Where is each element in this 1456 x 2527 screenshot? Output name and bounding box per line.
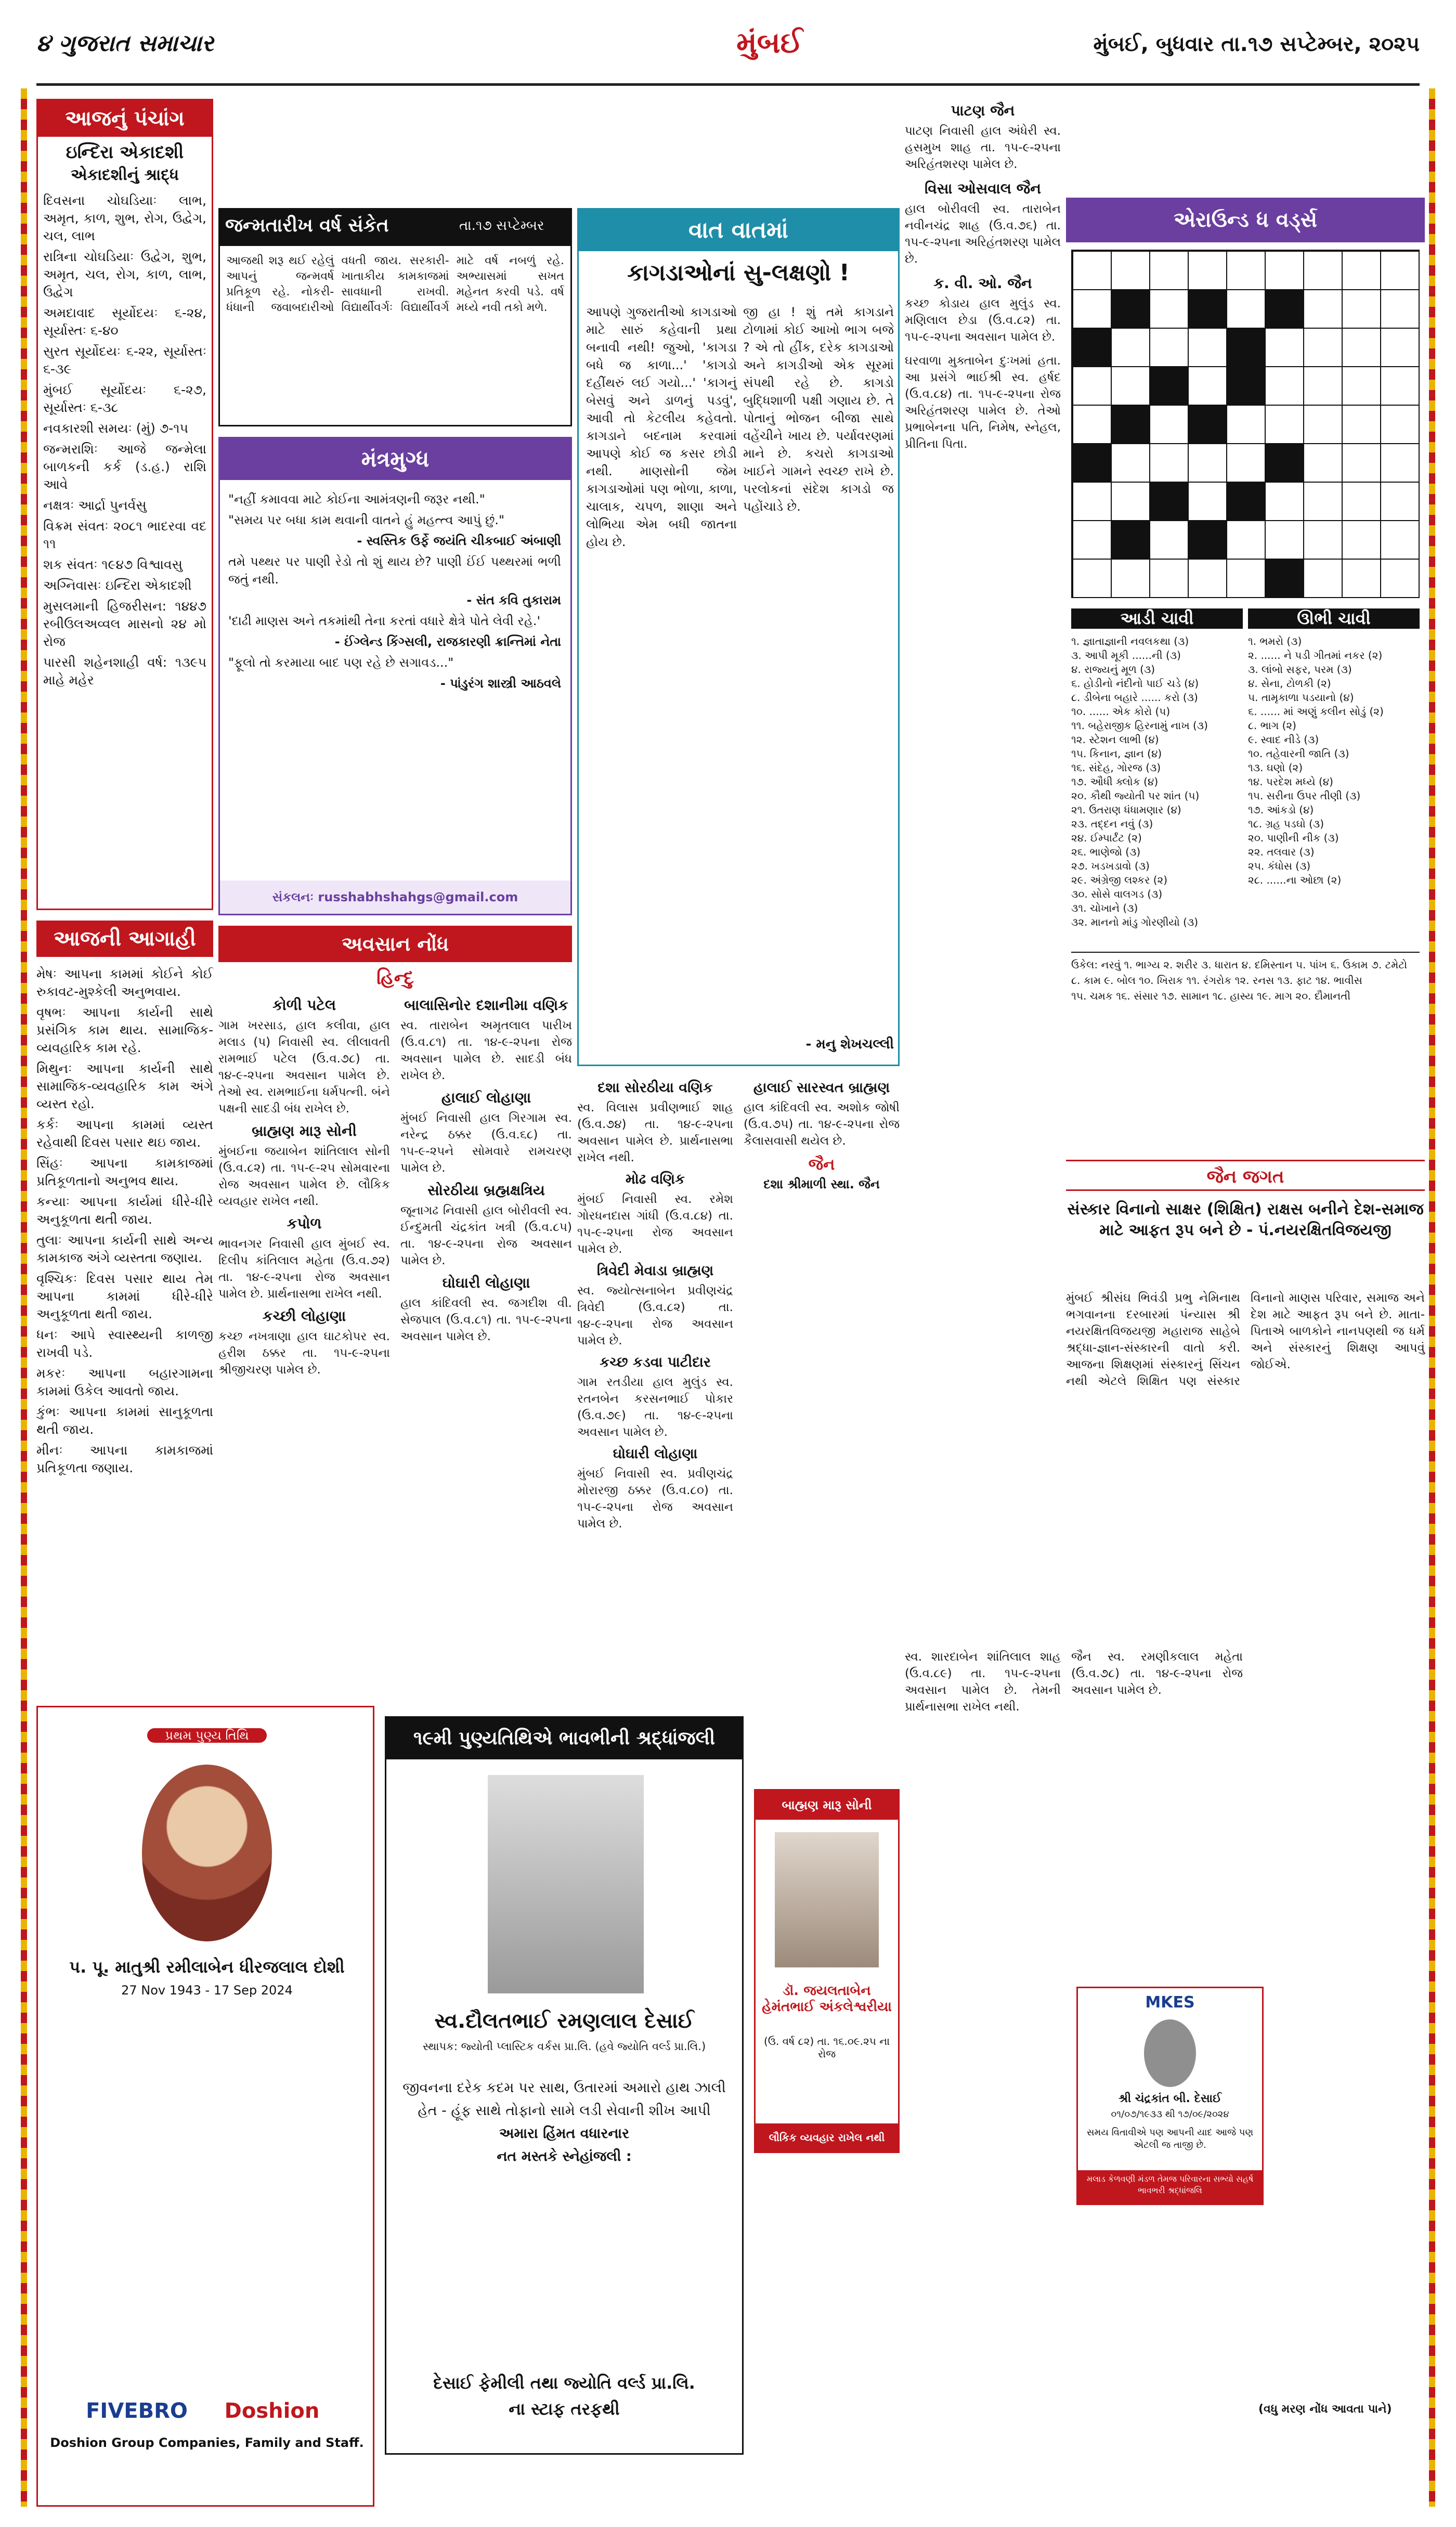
obit-text: સ્વ. વિલાસ પ્રવીણભાઈ શાહ (ઉ.વ.૭૪) તા. ૧૪-૯-૨૫ના અવસાન પામેલ છે. પ્રાર્થનાસભા રાખેલ નથી. (577, 1101, 733, 1164)
obit-text: સ્વ. જ્યોત્સનાબેન પ્રવીણચંદ્ર ત્રિવેદી (ઉ.વ.૮૨) તા. ૧૪-૯-૨૫ના રોજ અવસાન પામેલ છે. (577, 1284, 733, 1347)
crossword-cell[interactable] (1150, 290, 1188, 328)
tribute-mid-name: સ્વ.દૌલતભાઈ રમણલાલ દેસાઈ (434, 2009, 694, 2033)
crossword-cell[interactable] (1381, 521, 1419, 559)
avsan-heading: હિન્દુ (376, 967, 414, 989)
obit-caste: ઘોઘારી લોહાણા (442, 1274, 530, 1291)
mantra-quote: - સ્વસ્તિક ઉર્ફે જયંતિ ચીકબાઈ અંબાણી (357, 534, 561, 548)
crossword-cell[interactable] (1304, 521, 1342, 559)
mantra-quotes (228, 490, 561, 695)
crossword-cell[interactable] (1073, 482, 1111, 521)
obit-caste: ક. વી. ઓ. જૈન (933, 275, 1032, 292)
down-clue: ૯. સ્વાદ નીડે (૩) (1248, 733, 1319, 746)
jain-box (1066, 1160, 1425, 1638)
mantra-quote: "સમય પર બધા કામ થવાની વાતને હું મહત્ત્વ આપું છું." (228, 513, 505, 527)
crossword-cell[interactable] (1342, 251, 1381, 290)
down-clue: ૧૩. ઘણો (૨) (1248, 761, 1303, 774)
obit-caste: હાલાઈ સારસ્વત બ્રાહ્મણ (753, 1080, 890, 1096)
birthday-text: આજથી શરૂ થઈ રહેલું આપનું જન્મવર્ષ પ્રતિકૂળ રહે. નોકરી-ધંધાની જવાબદારીઓ વધતી જાય. સરકારી-ખાતાકીય કામકાજમાં સાવધાની રાખવી. વિદ્યાર્થીવર્ગઃ વિદ્યાર્થીવર્ગ માટે વર્ષ નબળું રહે. અભ્યાસમાં સખત મહેનત કરવી પડે. વર્ષ મધ્યે નવી તકો મળે. (226, 254, 564, 314)
crossword-cell[interactable] (1304, 290, 1342, 328)
panchang-line: અગ્નિવાસઃ ઇન્દિરા એકાદશી (43, 578, 192, 593)
crossword-cell[interactable] (1342, 521, 1381, 559)
obit-caste: પાટણ જૈન (951, 102, 1015, 119)
across-clue: ૩૦. સોસે વાલગડ (૩) (1071, 888, 1163, 900)
down-clue: ૫. તામૃકાળા પડયાનો (૪) (1248, 691, 1354, 704)
mantra-quote: - પાંડુરંગ શાસ્ત્રી આઠવલે (440, 676, 561, 691)
page-label: ૪ ગુજરાત સમાચાર (36, 30, 214, 57)
panchang-subtitle: ઇન્દિરા એકાદશી (66, 142, 184, 163)
obit-text: મુંબઈ નિવાસી સ્વ. રમેશ ગોરધનદાસ ગાંધી (ઉ.વ.૮૪) તા. ૧૫-૯-૨૫ના રોજ અવસાન પામેલ છે. (577, 1193, 733, 1256)
crossword-cell[interactable] (1381, 405, 1419, 444)
crossword-cell[interactable] (1227, 559, 1265, 598)
tribute-small-photo (775, 1832, 879, 1967)
crossword-cell[interactable] (1111, 559, 1150, 598)
crossword-cell[interactable] (1342, 290, 1381, 328)
across-clue: ૩૧. ચોખાને (૩) (1071, 902, 1138, 914)
tribute-mid-line: નત મસ્તકે સ્નેહાંજલી : (497, 2148, 632, 2165)
tribute-mid-sub: સ્થાપક: જ્યોતી પ્લાસ્ટિક વર્કસ પ્રા.લિ. (હવે જ્યોતિ વર્લ્ડ પ્રા.લિ.) (422, 2040, 706, 2053)
across-clue: ૩. આપી મૂકી ......ની (૩) (1071, 649, 1181, 662)
obit-caste: ત્રિવેદી મેવાડા બ્રાહ્મણ (596, 1263, 714, 1279)
across-clue: ૧૬. સંદેહ, ગોરજ (૩) (1071, 761, 1161, 774)
crossword-cell[interactable] (1227, 405, 1265, 444)
crossword-cell[interactable] (1342, 367, 1381, 405)
mid-col-a (577, 1077, 733, 1532)
crossword-cell[interactable] (1304, 482, 1342, 521)
across-clue: ૧૫. કિનાન, જ્ઞાન (૪) (1071, 747, 1162, 760)
crossword-cell[interactable] (1342, 482, 1381, 521)
ad-small (1076, 1987, 1264, 2205)
obit-text: કચ્છ નખત્રાણા હાલ ઘાટકોપર સ્વ. હરીશ ઠક્કર તા. ૧૫-૯-૨૫ના શ્રીજીચરણ પામેલ છે. (218, 1330, 390, 1377)
mantra-title: મંત્રમુગ્ધ (220, 438, 570, 480)
right-obit-text: ઘરવાળા મુક્તાબેન દુઃખમાં હતા. આ પ્રસંગે ભાઈશ્રી સ્વ. હર્ષદ (ઉ.વ.૮૪) તા. ૧૫-૯-૨૫ના રોજ અરિહંતશરણ પામેલ છે. તેઓ પ્રભાબેનના પતિ, નિમેષ, સ્નેહલ, પ્રીતિના પિતા. (905, 354, 1061, 451)
crossword-cell[interactable] (1111, 444, 1150, 482)
tribute-left (36, 1706, 374, 2507)
panchang-line: નવકારશી સમયઃ (મું) ૭-૧૫ (43, 421, 188, 436)
panchang-line: સુરત સૂર્યોદયઃ ૬-૨૨, સૂર્યાસ્તઃ ૬-૩૯ (43, 344, 206, 377)
obit-caste: બ્રાહ્મણ મારૂ સોની (252, 1122, 357, 1139)
avsan-col-b (400, 993, 572, 1345)
crossword-cell[interactable] (1342, 444, 1381, 482)
crossword-cell[interactable] (1304, 367, 1342, 405)
crossword-cell[interactable] (1150, 328, 1188, 367)
crossword-cell[interactable] (1111, 251, 1150, 290)
down-clue: ૬. ...... માં અણું કલીન સોડું (૨) (1248, 705, 1384, 718)
vaat-col1: આપણે ગુજરાતીઓ કાગડાઓ માટે સારું કહેવાની પ્રથા બનાવી નથી! જુઓ, 'કાગડા બધે જ કાળા...' 'કાગડો દહીંથરું લઈ ગયો...' 'કાગનું બેસવું અને ડાળનું પડવું', આવી તો કેટલીય કહેવતો. કાગડાને બદનામ કરવામાં આપણે કોઈ જ કસર છોડી નથી. માણસોની જેમ કાગડાઓમાં પણ ભોળા, કાળા, ચાલાક, ચપળ, શાણા અને લોભિયા એમ બધી જાતના હોય છે. (586, 305, 737, 549)
crossword-cell[interactable] (1304, 405, 1342, 444)
crossword-cell[interactable] (1381, 559, 1419, 598)
mid-col-b (744, 1077, 900, 1193)
right-border (1429, 88, 1435, 2507)
across-clue: ૨૩. તદ્દન નવું (૩) (1071, 818, 1153, 830)
forecast-item: તુલાઃ આપના કાર્યની સાથે અન્ય કામકાજ અંગે વ્યસ્તતા જણાય. (36, 1233, 213, 1265)
down-clue: ૨૮. ......ના ઓછા (૨) (1248, 874, 1342, 886)
crossword-cell[interactable] (1150, 405, 1188, 444)
crossword-cell[interactable] (1111, 328, 1150, 367)
obit-caste: બાલાસિનોર દશાનીમા વણિક (404, 996, 568, 1014)
obit-text: હાલ બોરીવલી સ્વ. તારાબેન નવીનચંદ્ર શાહ (ઉ.વ.૭૬) તા. ૧૫-૯-૨૫ના અરિહંતશરણ પામેલ છે. (905, 202, 1061, 266)
across-title: આડી ચાવી (1071, 608, 1243, 629)
across-clue: ૨૦. કૌથી જ્યોતી પર શાંત (૫) (1071, 789, 1200, 802)
across-clue: ૪. રાજ્યનું મૂળ (૩) (1071, 663, 1155, 676)
crossword-cell[interactable] (1227, 521, 1265, 559)
crossword-cell[interactable] (1188, 405, 1227, 444)
forecast-item: વૃષભઃ આપના કાર્યની સાથે પ્રસંગિક કામ થાય. સામાજિક-વ્યવહારિક કામ રહે. (36, 1005, 213, 1055)
across-clue: ૨૬. ભાણેજો (૩) (1071, 846, 1141, 858)
across-clue: ૨૧. ઉતરાણ ધંધામણાર (૪) (1071, 804, 1181, 816)
tribute-mid-line: અમારા હિંમત વધારનાર (499, 2126, 630, 2142)
panchang-line: વિક્રમ સંવતઃ ૨૦૮૧ ભાદરવા વદ ૧૧ (43, 519, 206, 551)
obit-caste: કચ્છી લોહાણા (262, 1307, 346, 1325)
crossword-cell[interactable] (1304, 559, 1342, 598)
down-title: ઊભી ચાવી (1248, 608, 1420, 629)
crossword-cell[interactable] (1304, 444, 1342, 482)
crossword-cell[interactable] (1265, 328, 1304, 367)
down-clue: ૧૭. આંકડો (૪) (1248, 804, 1314, 816)
panchang-line: નક્ષત્રઃ આર્દ્રા પુનર્વસુ (43, 498, 147, 513)
forecast-item: મિથુનઃ આપના કાર્યની સાથે સામાજિક-વ્યવહારિક કામ અંગે વ્યસ્ત રહો. (36, 1061, 213, 1111)
down-clue: ૧૮. ગ્રહ પડઘો (૩) (1248, 818, 1324, 830)
answers-line: ૧૫. ચમક ૧૬. સંસાર ૧૭. સામાન ૧૮. હાસ્ય ૧૯. માગ ૨૦. દૌમાનતી (1071, 990, 1351, 1002)
crossword-cell[interactable] (1381, 444, 1419, 482)
crossword-cell[interactable] (1265, 521, 1304, 559)
forecast-items (36, 965, 213, 1480)
obit-text: હાલ કાંદિવલી સ્વ. અશોક જોષી (ઉ.વ.૭૫) તા. ૧૪-૯-૨૫ના રોજ કૈલાસવાસી થયેલ છે. (744, 1101, 900, 1148)
crossword-cell[interactable] (1227, 444, 1265, 482)
crossword-cell[interactable] (1073, 251, 1111, 290)
crossword-cell[interactable] (1342, 328, 1381, 367)
vaat-box (577, 208, 900, 1066)
down-clue: ૨૨. તલવાર (૩) (1248, 846, 1315, 858)
tribute-left-brand1: FIVEBRO (86, 2399, 188, 2423)
across-clue: ૧૭. ઔધી ક્લોક (૪) (1071, 775, 1159, 788)
forecast-item: સિંહઃ આપના કામકાજમાં પ્રતિકૂળતાનો અનુભવ થાય. (36, 1156, 213, 1188)
forecast-item: કન્યાઃ આપના કાર્યમાં ધીરે-ધીરે અનુકૂળતા થતી જાય. (36, 1194, 213, 1227)
forecast-item: કુંભઃ આપના કામમાં સાનુકૂળતા થતી જાય. (36, 1404, 213, 1437)
crossword-cell[interactable] (1150, 367, 1188, 405)
tribute-left-photo (142, 1765, 272, 1941)
crossword-cell[interactable] (1342, 559, 1381, 598)
answers-line: ઉકેલ: નરવું ૧. ભાગ્ય ૨. શરીર ૩. ધારાત ૪. દમિસ્તાન ૫. પાંખ ૬. ઉકામ ૭. ટમેટો (1071, 958, 1408, 971)
crossword-box (1066, 198, 1425, 1144)
jain-title: જૈન જગત (1066, 1160, 1425, 1191)
vaat-title: વાત વાતમાં (579, 210, 898, 251)
vaat-author: - મનુ શેખચલ્લી (805, 1036, 894, 1052)
across-clue: ૧૨. સ્ટેશન લાભી (૪) (1071, 733, 1159, 746)
tribute-small-name: ડૉ. જયલતાબેન હેમંતભાઈ અંકલેશ્વરીયા (762, 1983, 892, 2015)
panchang-lines (43, 192, 206, 692)
crossword-cell[interactable] (1111, 521, 1150, 559)
tribute-left-name: પ. પૂ. માતુશ્રી રમીલાબેન ધીરજલાલ દોશી (69, 1957, 345, 1977)
crossword-cell[interactable] (1342, 405, 1381, 444)
obit-caste: સોરઠીયા બ્રહ્મક્ષત્રિય (427, 1182, 545, 1199)
obit-text: સ્વ. તારાબેન અમૃતલાલ પારીખ (ઉ.વ.૮૧) તા. ૧૪-૯-૨૫ના રોજ અવસાન પામેલ છે. સાદડી બંધ રાખેલ છે. (400, 1019, 572, 1082)
crossword-cell[interactable] (1073, 290, 1111, 328)
across-clue: ૮. ડીબેના બહારે ...... કરો (૩) (1071, 691, 1198, 704)
ad-small-footer: મલાડ કેળવણી મંડળ તેમજ પરિવારના સભ્યો સહર્ષ ભાવભરી શ્રદ્ધાંજલિ (1078, 2170, 1262, 2204)
avsan-title: અવસાન નોંધ (218, 926, 572, 962)
obit-caste: કોળી પટેલ (272, 996, 336, 1014)
avsan-box (218, 926, 572, 1685)
crossword-cell[interactable] (1111, 482, 1150, 521)
crossword-cell[interactable] (1265, 251, 1304, 290)
down-list (1248, 634, 1420, 887)
header-date: મુંબઈ, બુધવાર તા.૧૭ સપ્ટેમ્બર, ૨૦૨૫ (1093, 32, 1420, 56)
right-obit-sign: (વધુ મરણ નોંધ આવતા પાને) (1258, 2403, 1392, 2416)
panchang-line: દિવસના ચોઘડિયાઃ લાભ, અમૃત, કાળ, શુભ, રોગ, ઉદ્વેગ, ચલ, લાભ (43, 193, 206, 243)
panchang-line: મુંબઈ સૂર્યોદયઃ ૬-૨૭, સૂર્યાસ્તઃ ૬-૩૮ (43, 382, 206, 415)
tribute-small (754, 1789, 900, 2153)
mantra-quote: "ફૂલો તો કરમાયા બાદ પણ રહે છે સગાવડ..." (228, 655, 454, 670)
crossword-cell[interactable] (1304, 328, 1342, 367)
crossword-cell[interactable] (1111, 290, 1150, 328)
obit-text: ભાવનગર નિવાસી હાલ મુંબઈ સ્વ. દિલીપ કાંતિલાલ મહેતા (ઉ.વ.૭૨) તા. ૧૪-૯-૨૫ના રોજ અવસાન પામેલ છે. પ્રાર્થનાસભા રાખેલ નથી. (218, 1237, 390, 1301)
tribute-mid-footer2: ના સ્ટાફ તરફથી (509, 2399, 620, 2419)
tribute-left-brand2: Doshion (224, 2399, 320, 2423)
mantra-box (218, 437, 572, 915)
tribute-left-footer: Doshion Group Companies, Family and Staff. (50, 2435, 364, 2450)
header-rule (36, 83, 1420, 86)
crossword-cell[interactable] (1150, 482, 1188, 521)
panchang-subtitle2: એકાદશીનું શ્રાદ્ધ (70, 166, 179, 184)
crossword-cell[interactable] (1265, 290, 1304, 328)
crossword-cell[interactable] (1381, 482, 1419, 521)
crossword-cell[interactable] (1111, 405, 1150, 444)
ad-small-brand: MKES (1145, 1993, 1195, 2012)
forecast-item: વૃશ્ચિકઃ દિવસ પસાર થાય તેમ આપના કામમાં ધીરે-ધીરે અનુકૂળતા થતી જાય. (36, 1271, 213, 1321)
down-clue: ૮. ભાગ (૨) (1248, 719, 1296, 732)
ad-small-name: શ્રી ચંદ્રકાંત બી. દેસાઈ (1118, 2092, 1222, 2105)
obit-text: મુંબઈ નિવાસી હાલ ગિરગામ સ્વ. નરેન્દ્ર ઠક્કર (ઉ.વ.૬૮) તા. ૧૫-૯-૨૫ને સોમવારે રામચરણ પામેલ છે. (400, 1111, 572, 1175)
obit-text: ગામ ખરસાડ, હાલ કલીવા, હાલ મલાડ (પ) નિવાસી સ્વ. લીલાવતી રામભાઈ પટેલ (ઉ.વ.૭૮) તા. ૧૪-૯-૨૫ના અવસાન પામેલ છે. તેઓ સ્વ. રામભાઈના ધર્મપત્ની. બંને પક્ષની સાદડી બંધ રાખેલ છે. (218, 1019, 390, 1116)
forecast-item: મીનઃ આપના કામકાજમાં પ્રતિકૂળતા જણાય. (36, 1443, 213, 1475)
tribute-mid-line: હેત - હૂંફ સાથે તોફાનો સામે લડી સેવાની શીખ આપી (418, 2103, 711, 2119)
tribute-small-dates: (ઉ. વર્ષ ૮૨) તા. ૧૬.૦૯.૨૫ ના રોજ (763, 2035, 890, 2060)
crossword-cell[interactable] (1111, 367, 1150, 405)
forecast-title: આજની આગાહી (36, 921, 213, 957)
obit-caste: મોઢ વણિક (625, 1171, 685, 1187)
across-clue: ૨૪. ઈમ્પાર્ટંટ (૨) (1071, 832, 1142, 844)
panchang-line: શક સંવતઃ ૧૯૪૭ વિશ્વાવસુ (43, 557, 183, 572)
down-clue: ૧૦. તહેવારની જાતિ (૩) (1248, 747, 1349, 760)
mantra-quote: તમે પથ્થર પર પાણી રેડો તો શું થાય છે? પાણી ઈંઈ પથ્થરમાં ભળી જતું નથી. (228, 554, 561, 587)
left-border (21, 88, 27, 2507)
ad-small-photo (1144, 2019, 1196, 2087)
crossword-cell[interactable] (1073, 444, 1111, 482)
tribute-mid-photo (488, 1775, 644, 1993)
obit-text: મુંબઈ નિવાસી સ્વ. પ્રવીણચંદ્ર મોરારજી ઠક્કર (ઉ.વ.૮૦) તા. ૧૫-૯-૨૫ના રોજ અવસાન પામેલ છે. (577, 1467, 733, 1531)
across-clue: ૧. જ્ઞાતાજ્ઞાની નવલકથા (૩) (1071, 635, 1189, 647)
crossword-cell[interactable] (1381, 290, 1419, 328)
crossword-cell[interactable] (1150, 521, 1188, 559)
across-clue: ૧૦. ...... એક કોરો (૫) (1071, 705, 1171, 718)
birthday-title: જન્મતારીખ વર્ષ સંકેત (225, 215, 389, 236)
across-clue: ૨૯. અંગ્રેજી લશ્કર (૨) (1071, 874, 1168, 886)
forecast-item: મકરઃ આપના બહારગામના કામમાં ઉકેલ આવતો જાય. (36, 1366, 213, 1398)
jain-headline: સંસ્કાર વિનાનો સાક્ષર (શિક્ષિત) રાક્ષસ બનીને દેશ-સમાજ માટે આફત રૂપ બને છે - પં.નયરક્ષિતવિજયજી (1067, 1200, 1424, 1239)
forecast-item: કર્કઃ આપના કામમાં વ્યસ્ત રહેવાથી દિવસ પસાર થઇ જાય. (36, 1117, 213, 1150)
down-clue: ૨૫. કંધોસ (૩) (1248, 860, 1311, 872)
panchang-title: આજનું પંચાંગ (38, 100, 212, 137)
down-clue: ૪. સેના, ટોળકી (૨) (1248, 677, 1331, 690)
across-list (1071, 634, 1243, 929)
page-header (36, 21, 1420, 83)
across-clue: ૩૨. માનનો માંડુ ગોરણીયો (૩) (1071, 916, 1199, 928)
across-clue: ૬. હોડીનો નંદીનો પાઈ ચડે (૪) (1071, 677, 1199, 690)
crossword-cell[interactable] (1073, 367, 1111, 405)
crossword-cell[interactable] (1188, 367, 1227, 405)
birthday-date: તા.૧૭ સપ્ટેમ્બર (459, 218, 544, 234)
panchang-line: અમદાવાદ સૂર્યોદયઃ ૬-૨૪, સૂર્યાસ્તઃ ૬-૪૦ (43, 305, 206, 338)
crossword-cell[interactable] (1073, 405, 1111, 444)
down-clue: ૧૪. પરદેશ મધ્યે (૪) (1248, 775, 1333, 788)
obit-text: જૂનાગઢ નિવાસી હાલ બોરીવલી સ્વ. ઈન્દુમતી ચંદ્રકાંત ખત્રી (ઉ.વ.૮૫) તા. ૧૪-૯-૨૫ના રોજ અવસાન પામેલ છે. (400, 1204, 572, 1267)
crossword-cell[interactable] (1381, 328, 1419, 367)
across-clue: ૧૧. બહેરાજીક હિરનામું નાખ (૩) (1071, 719, 1208, 732)
crossword-cell[interactable] (1073, 521, 1111, 559)
crossword-cell[interactable] (1265, 367, 1304, 405)
panchang-line: રાત્રિના ચોઘડિયાઃ ઉદ્વેગ, શુભ, અમૃત, ચલ, રોગ, કાળ, લાભ, ઉદ્વેગ (43, 249, 206, 300)
mantra-quote: 'દાઢી માણસ અને તકમાંથી તેના કરતાં વધારે ક્ષેત્રે પોતે લેવી રહે.' (228, 614, 541, 628)
obit-text: દશા શ્રીમાળી સ્થા. જૈન (763, 1177, 880, 1191)
jain-text: મુંબઈ શ્રીસંઘ ભિવંડી પ્રભુ નેમિનાથ ભગવાનના દરબારમાં પંન્યાસ શ્રી નયરક્ષિતવિજયજી મહારાજ સાહેબે શ્રદ્ધા-જ્ઞાન-સંસ્કારની વાતો કરી. આજના શિક્ષણમાં સંસ્કારનું સિંચન નથી એટલે શિક્ષિત પણ સંસ્કાર વિનાનો માણસ પરિવાર, સમાજ અને દેશ માટે આફત રૂપ બને છે. માતા-પિતાએ બાળકોને નાનપણથી જ ધર્મ અને સંસ્કારનું શિક્ષણ આપવું જોઈએ. (1066, 1291, 1425, 1388)
crossword-grid (1071, 250, 1420, 598)
panchang-box (36, 99, 213, 910)
down-clue: ૧. ભમરો (૩) (1248, 635, 1302, 647)
crossword-cell[interactable] (1304, 251, 1342, 290)
crossword-cell[interactable] (1227, 290, 1265, 328)
crossword-cell[interactable] (1265, 444, 1304, 482)
tribute-small-footer: લૌકિક વ્યવહાર રાખેલ નથી (756, 2123, 898, 2152)
jain-obits (905, 99, 1061, 1222)
obit-text: કચ્છ કોડાય હાલ મુલુંડ સ્વ. મણિલાલ છેડા (ઉ.વ.૮૨) તા. ૧૫-૯-૨૫ના અવસાન પામેલ છે. (905, 297, 1061, 344)
obit-caste: જૈન (808, 1156, 835, 1174)
answers-line: ૮. કામ ૯. બોલ ૧૦. ખિરાક ૧૧. રંગરોક ૧૨. રનસ ૧૩. ફાટ ૧૪. ભાવીસ (1071, 974, 1362, 987)
crossword-cell[interactable] (1381, 367, 1419, 405)
mantra-quote: - ઈંગ્લેન્ડ કિંગ્સલી, રાજકારણી ક્રાન્તિમાં નેતા (334, 634, 561, 649)
down-clue: ૧૫. સરીના ઉપર તીણી (૩) (1248, 789, 1361, 802)
obit-caste: કચ્છ કડવા પાટીદાર (600, 1354, 711, 1370)
right-obit-text: સ્વ. શારદાબેન શાંતિલાલ શાહ (ઉ.વ.૮૯) તા. ૧૫-૯-૨૫ના અવસાન પામેલ છે. તેમની પ્રાર્થનાસભા રાખેલ નથી. (905, 1650, 1061, 1714)
crossword-title: એરાઉન્ડ ધ વર્ડ્સ (1066, 198, 1425, 242)
panchang-line: પારસી શહેનશાહી વર્ષ: ૧૩૯૫ માહે મહેર (43, 655, 206, 688)
ad-small-text: સમય વિતાવીએ પણ આપની યાદ આજે પણ એટલી જ તાજી છે. (1086, 2127, 1254, 2150)
crossword-cell[interactable] (1188, 521, 1227, 559)
crossword-cell[interactable] (1073, 559, 1111, 598)
obit-text: મુંબઈના જયાબેન શાંતિલાલ સોની (ઉ.વ.૮૨) તા. ૧૫-૯-૨૫ સોમવારના રોજ અવસાન પામેલ છે. લૌકિક વ્યવહાર રાખેલ નથી. (218, 1145, 390, 1208)
tribute-mid-lines (392, 2077, 737, 2168)
forecast-item: મેષઃ આપના કામમાં કોઈને કોઈ રુકાવટ-મુશ્કેલી અનુભવાય. (36, 966, 213, 999)
panchang-line: મુસલમાની હિજરીસન: ૧૪૪૭ રબીઉલઅવ્વલ માસનો ૨૪ મો રોજ (43, 599, 206, 649)
crossword-cell[interactable] (1188, 482, 1227, 521)
panchang-line: જન્મરાશિઃ આજે જન્મેલા બાળકની કર્ક (ડ.હ.) રાશિ આવે (43, 442, 206, 492)
crossword-cell[interactable] (1188, 251, 1227, 290)
down-clue: ૩. લાંબો સફર, પરમ (૩) (1248, 663, 1352, 676)
crossword-cell[interactable] (1227, 482, 1265, 521)
mantra-quote: "નહીં કમાવવા માટે કોઈના આમંત્રણની જરૂર નથી." (228, 492, 485, 507)
crossword-cell[interactable] (1227, 251, 1265, 290)
across-clue: ૨૭. ખડખડાવો (૩) (1071, 860, 1150, 872)
city-title: મુંબઈ (736, 26, 803, 60)
tribute-mid-header: ૧૯મી પુણ્યતિથિએ ભાવભીની શ્રદ્ધાંજલી (386, 1718, 742, 1759)
tribute-small-header: બાહ્મણ મારૂ સોની (756, 1791, 898, 1820)
avsan-col-a (218, 993, 390, 1378)
obit-caste: હાલાઈ લોહાણા (441, 1089, 531, 1106)
obit-caste: દશા સોરઠીયા વણિક (597, 1080, 713, 1096)
tribute-mid-footer1: દેસાઈ ફેમીલી તથા જ્યોતિ વર્લ્ડ પ્રા.લિ. (433, 2373, 695, 2393)
obit-caste: વિસા ઓસવાલ જૈન (925, 180, 1041, 197)
crossword-cell[interactable] (1265, 405, 1304, 444)
crossword-cell[interactable] (1188, 290, 1227, 328)
crossword-cell[interactable] (1227, 367, 1265, 405)
obit-caste: કપોળ (287, 1215, 322, 1232)
crossword-cell[interactable] (1188, 444, 1227, 482)
middle-obits (577, 1077, 900, 1701)
crossword-cell[interactable] (1073, 328, 1111, 367)
right-obit-text: જૈન સ્વ. રમણીકલાલ મહેતા (ઉ.વ.૭૮) તા. ૧૪-૯-૨૫ના રોજ અવસાન પામેલ છે. (1071, 1650, 1243, 1697)
crossword-cell[interactable] (1227, 328, 1265, 367)
tribute-left-dates: 27 Nov 1943 - 17 Sep 2024 (121, 1983, 293, 1998)
crossword-cell[interactable] (1265, 482, 1304, 521)
crossword-cell[interactable] (1188, 328, 1227, 367)
crossword-answers (1071, 952, 1420, 1004)
obit-text: પાટણ નિવાસી હાલ અંધેરી સ્વ. હસમુખ શાહ તા. ૧૫-૯-૨૫ના અરિહંતશરણ પામેલ છે. (905, 124, 1061, 171)
down-clue: ૨. ...... ને પડી ગીતમાં નકર (૨) (1248, 649, 1383, 662)
tribute-left-tag: પ્રથમ પુણ્ય તિથિ (147, 1728, 267, 1743)
ad-small-dates: ૦૧/૦૭/૧૯૩૩ થી ૧૭/૦૯/૨૦૨૪ (1111, 2109, 1229, 2120)
crossword-cell[interactable] (1188, 559, 1227, 598)
forecast-item: ધનઃ આપે સ્વાસ્થ્યની કાળજી રાખવી પડે. (36, 1327, 213, 1360)
tribute-mid-line: જીવનના દરેક કદમ પર સાથ, ઉતારમાં અમારો હાથ ઝાલી (402, 2080, 726, 2096)
obit-text: ગામ રતડીયા હાલ મુલુંડ સ્વ. રતનબેન કરસનભાઈ પોકાર (ઉ.વ.૭૯) તા. ૧૪-૯-૨૫ના અવસાન પામેલ છે. (577, 1376, 733, 1439)
crossword-cell[interactable] (1381, 251, 1419, 290)
down-clue: ૨૦. પાણીની નીક (૩) (1248, 832, 1339, 844)
obit-caste: ઘોઘારી લોહાણા (613, 1446, 698, 1462)
crossword-cell[interactable] (1150, 251, 1188, 290)
crossword-cell[interactable] (1265, 559, 1304, 598)
mantra-footer: સંકલનઃ russhabhshahgs@gmail.com (220, 880, 570, 914)
tribute-mid (385, 1716, 744, 2455)
vaat-col2: જી હા ! શું તમે કાગડાને ટોળામાં કોઈ આખો ભાગ બજે ? એ તો હીંક, દરેક કાગડાઓ અને કાગડીઓ એક સૂરમાં સંપથી રહે છે. કાગડો બુદ્ધિશાળી પક્ષી ગણાય છે. તે પોતાનું ભોજન બીજા સાથે વહેંચીને ખાય છે. પર્યાવરણમાં માને છે. કચરો કાગડાઓ ખાઈને ગામને સ્વચ્છ રાખે છે. પરલોકનાં સંદેશ કાગડો જ પહોંચાડે છે. (743, 305, 894, 514)
forecast-box (36, 921, 213, 1675)
obit-text: હાલ કાંદિવલી સ્વ. જગદીશ વી. સેજપાલ (ઉ.વ.૮૧) તા. ૧૫-૯-૨૫ના અવસાન પામેલ છે. (400, 1297, 572, 1343)
crossword-cell[interactable] (1150, 559, 1188, 598)
birthday-box (218, 208, 572, 426)
mantra-quote: - સંત કવિ તુકારામ (466, 593, 561, 607)
vaat-headline: કાગડાઓનાં સુ-લક્ષણો ! (627, 260, 850, 286)
crossword-cell[interactable] (1150, 444, 1188, 482)
